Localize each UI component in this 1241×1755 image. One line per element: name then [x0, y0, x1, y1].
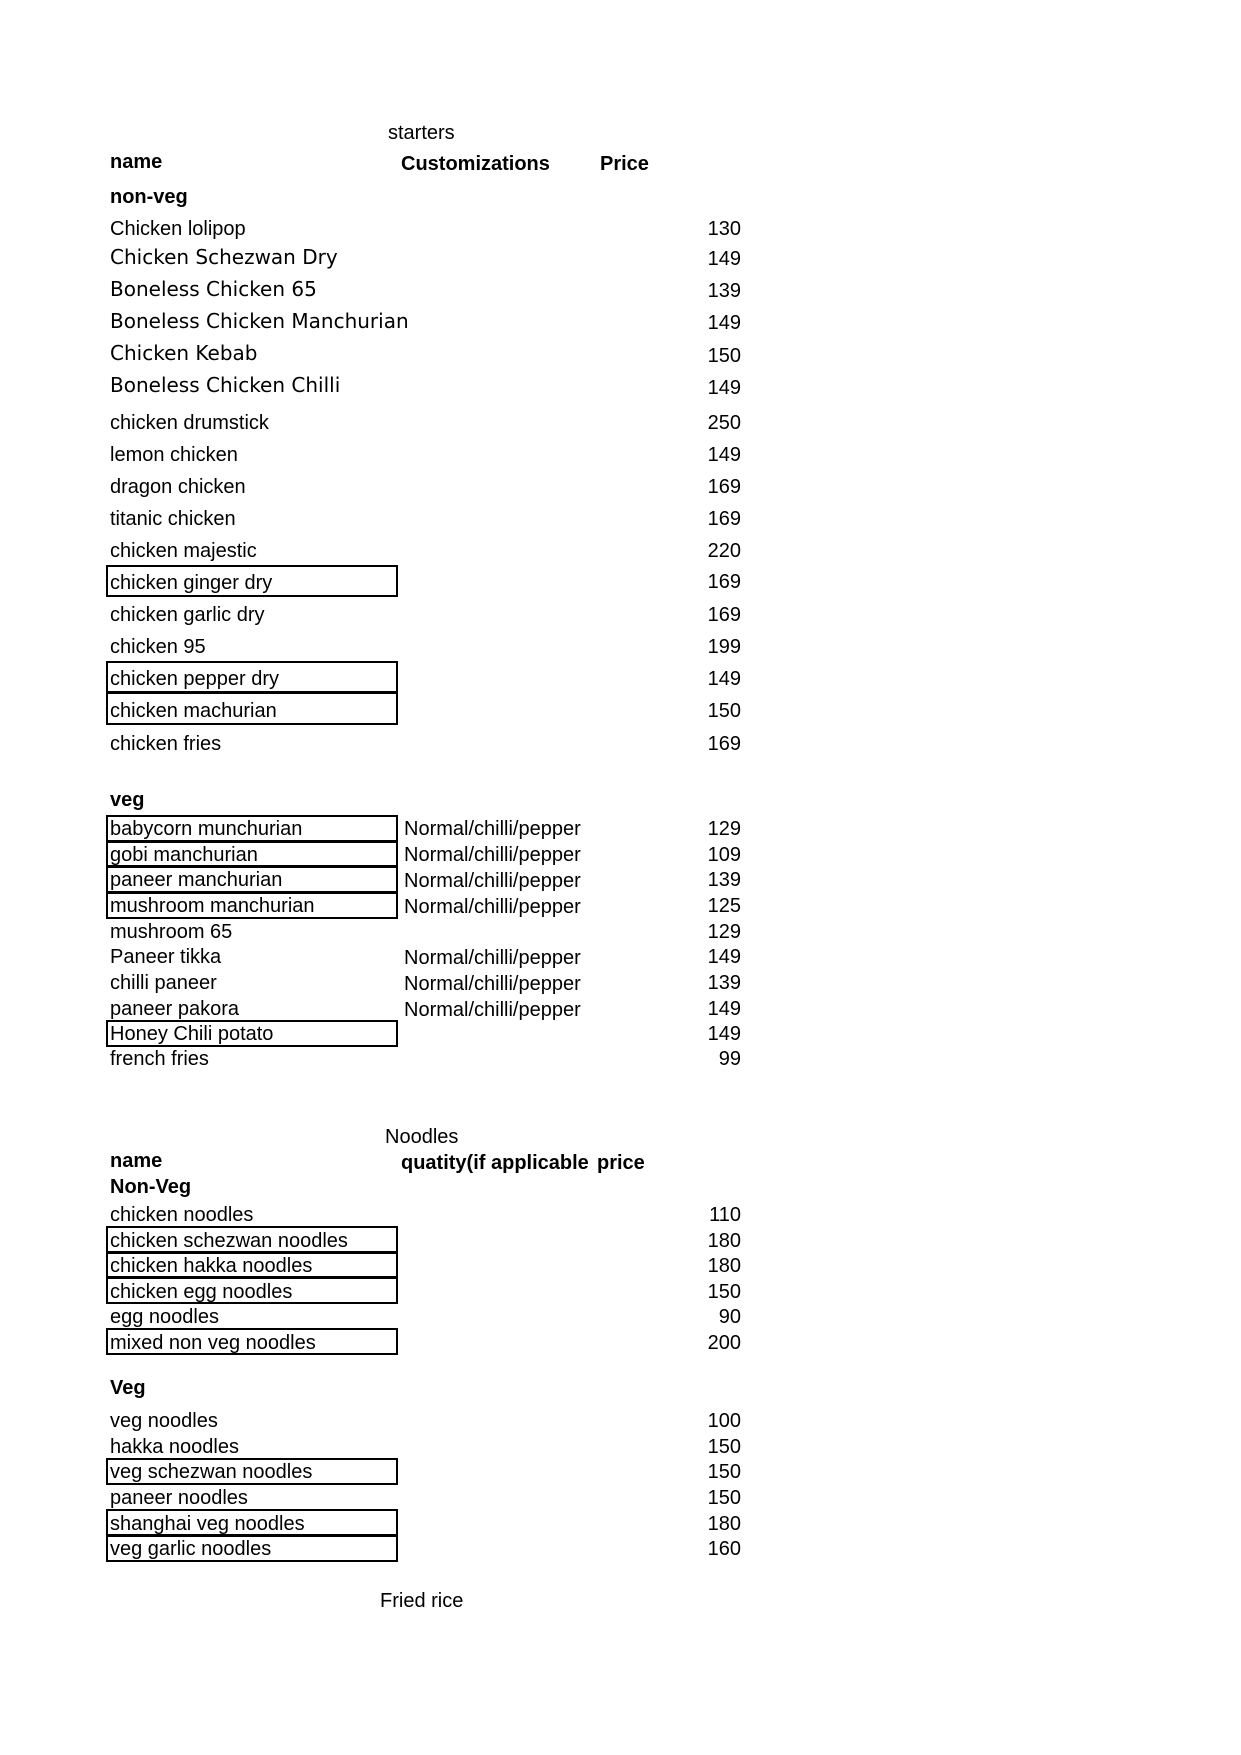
menu-item-price: 139	[707, 280, 741, 302]
menu-item-price: 199	[707, 636, 741, 658]
menu-item-name: chicken garlic dry	[110, 604, 265, 626]
menu-item-name: mushroom 65	[110, 921, 233, 943]
menu-item-name: chicken majestic	[110, 540, 257, 562]
menu-item-name: paneer noodles	[110, 1487, 248, 1509]
col-header-price: price	[597, 1152, 645, 1174]
menu-item-price: 169	[707, 508, 741, 530]
menu-item-price: 125	[707, 895, 741, 917]
menu-item-price: 149	[707, 248, 741, 270]
col-header-name: name	[110, 1150, 163, 1172]
menu-item-name: chicken pepper dry	[110, 668, 279, 690]
section-heading-non-veg: Non-Veg	[110, 1176, 192, 1198]
menu-item-price: 150	[707, 1436, 741, 1458]
menu-item-price: 180	[707, 1255, 741, 1277]
menu-item-price: 90	[718, 1306, 741, 1328]
menu-item-price: 149	[707, 668, 741, 690]
menu-item-price: 100	[707, 1410, 741, 1432]
starters-title: starters	[388, 122, 455, 144]
menu-item-price: 139	[707, 869, 741, 891]
menu-item-name: chicken machurian	[110, 700, 277, 722]
menu-item-price: 129	[707, 921, 741, 943]
menu-item-name: chicken ginger dry	[110, 572, 273, 594]
col-header-price: Price	[600, 153, 649, 175]
menu-item-price: 149	[707, 1023, 741, 1045]
menu-item-price: 169	[707, 733, 741, 755]
menu-item-name: Chicken Kebab	[110, 341, 258, 365]
menu-item-price: 149	[707, 946, 741, 968]
menu-item-price: 149	[707, 377, 741, 399]
menu-item-price: 180	[707, 1513, 741, 1535]
menu-item-name: chicken fries	[110, 733, 222, 755]
menu-item-name: Boneless Chicken Chilli	[110, 373, 341, 397]
menu-item-price: 149	[707, 312, 741, 334]
menu-item-name: french fries	[110, 1048, 209, 1070]
menu-item-customization: Normal/chilli/pepper	[404, 999, 581, 1021]
menu-item-price: 99	[718, 1048, 741, 1070]
menu-item-name: chicken 95	[110, 636, 206, 658]
menu-item-customization: Normal/chilli/pepper	[404, 818, 581, 840]
menu-item-price: 169	[707, 571, 741, 593]
menu-item-price: 150	[707, 700, 741, 722]
menu-item-name: Boneless Chicken Manchurian	[110, 309, 409, 333]
section-heading-non-veg: non-veg	[110, 186, 188, 208]
menu-item-price: 129	[707, 818, 741, 840]
menu-item-customization: Normal/chilli/pepper	[404, 896, 581, 918]
menu-item-price: 110	[709, 1204, 741, 1226]
menu-item-price: 169	[707, 604, 741, 626]
menu-item-name: Chicken lolipop	[110, 218, 246, 240]
menu-item-name: hakka noodles	[110, 1436, 239, 1458]
menu-item-name: chicken noodles	[110, 1204, 254, 1226]
section-heading-veg: veg	[110, 789, 145, 811]
menu-item-price: 150	[707, 345, 741, 367]
menu-item-name: egg noodles	[110, 1306, 219, 1328]
menu-item-name: chicken egg noodles	[110, 1281, 293, 1303]
menu-item-customization: Normal/chilli/pepper	[404, 973, 581, 995]
noodles-title: Noodles	[385, 1126, 459, 1148]
menu-item-price: 250	[707, 412, 741, 434]
menu-item-name: Boneless Chicken 65	[110, 277, 317, 301]
col-header-customizations: Customizations	[401, 153, 550, 175]
menu-item-name: mixed non veg noodles	[110, 1332, 316, 1354]
menu-item-name: gobi manchurian	[110, 844, 258, 866]
menu-item-price: 150	[707, 1461, 741, 1483]
menu-item-name: shanghai veg noodles	[110, 1513, 305, 1535]
menu-item-price: 180	[707, 1230, 741, 1252]
col-header-quantity: quatity(if applicable	[401, 1152, 589, 1174]
menu-item-price: 139	[707, 972, 741, 994]
menu-item-name: veg garlic noodles	[110, 1538, 272, 1560]
section-heading-veg: Veg	[110, 1377, 146, 1399]
menu-item-name: Paneer tikka	[110, 946, 222, 968]
menu-item-name: mushroom manchurian	[110, 895, 315, 917]
menu-item-customization: Normal/chilli/pepper	[404, 844, 581, 866]
menu-item-price: 169	[707, 476, 741, 498]
menu-item-name: Honey Chili potato	[110, 1023, 274, 1045]
menu-item-price: 220	[707, 540, 741, 562]
menu-item-price: 160	[707, 1538, 741, 1560]
menu-item-name: veg noodles	[110, 1410, 218, 1432]
menu-item-name: babycorn munchurian	[110, 818, 303, 840]
menu-item-name: paneer pakora	[110, 998, 239, 1020]
menu-item-price: 150	[707, 1487, 741, 1509]
menu-item-name: chicken hakka noodles	[110, 1255, 313, 1277]
menu-item-name: paneer manchurian	[110, 869, 283, 891]
col-header-name: name	[110, 151, 163, 173]
menu-item-name: chicken drumstick	[110, 412, 269, 434]
menu-item-name: lemon chicken	[110, 444, 238, 466]
menu-item-name: dragon chicken	[110, 476, 246, 498]
menu-item-price: 109	[707, 844, 741, 866]
menu-item-price: 200	[707, 1332, 741, 1354]
menu-item-price: 130	[707, 218, 741, 240]
fried-rice-title: Fried rice	[380, 1590, 464, 1612]
menu-item-name: chilli paneer	[110, 972, 217, 994]
menu-item-name: titanic chicken	[110, 508, 236, 530]
menu-item-name: veg schezwan noodles	[110, 1461, 313, 1483]
menu-item-price: 149	[707, 998, 741, 1020]
menu-item-name: Chicken Schezwan Dry	[110, 245, 338, 269]
menu-item-name: chicken schezwan noodles	[110, 1230, 348, 1252]
menu-item-customization: Normal/chilli/pepper	[404, 947, 581, 969]
menu-item-customization: Normal/chilli/pepper	[404, 870, 581, 892]
menu-item-price: 150	[707, 1281, 741, 1303]
menu-item-price: 149	[707, 444, 741, 466]
